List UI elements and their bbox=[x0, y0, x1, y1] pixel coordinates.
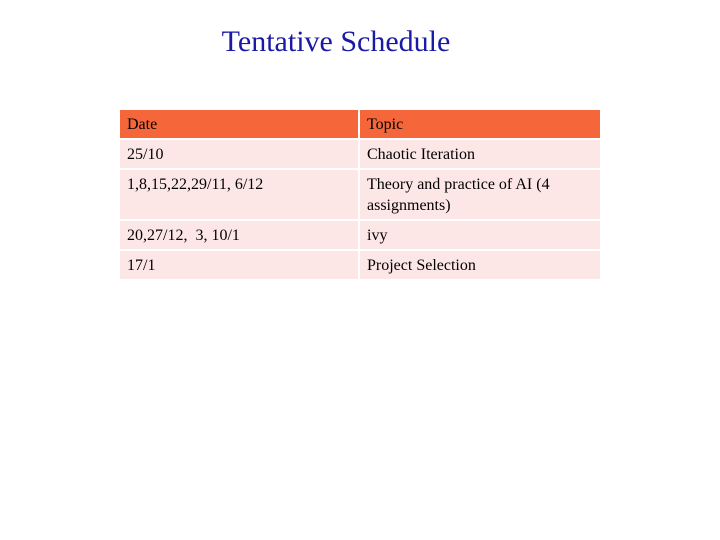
table-row bbox=[120, 140, 600, 170]
table-row bbox=[120, 170, 600, 221]
schedule-table bbox=[120, 110, 600, 281]
table-header-row bbox=[120, 110, 600, 140]
cell-date: 25/10 bbox=[120, 140, 360, 170]
cell-topic: Theory and practice of AI (4 assignments) bbox=[360, 170, 600, 221]
cell-date: 1,8,15,22,29/11, 6/12 bbox=[120, 170, 360, 221]
page-title: Tentative Schedule bbox=[221, 25, 451, 58]
table-row bbox=[120, 221, 600, 251]
table-row bbox=[120, 251, 600, 281]
cell-date: 17/1 bbox=[120, 251, 360, 281]
header-date: Date bbox=[120, 110, 360, 140]
cell-topic: Chaotic Iteration bbox=[360, 140, 600, 170]
cell-date: 20,27/12, 3, 10/1 bbox=[120, 221, 360, 251]
cell-topic: ivy bbox=[360, 221, 600, 251]
cell-topic: Project Selection bbox=[360, 251, 600, 281]
header-topic: Topic bbox=[360, 110, 600, 140]
